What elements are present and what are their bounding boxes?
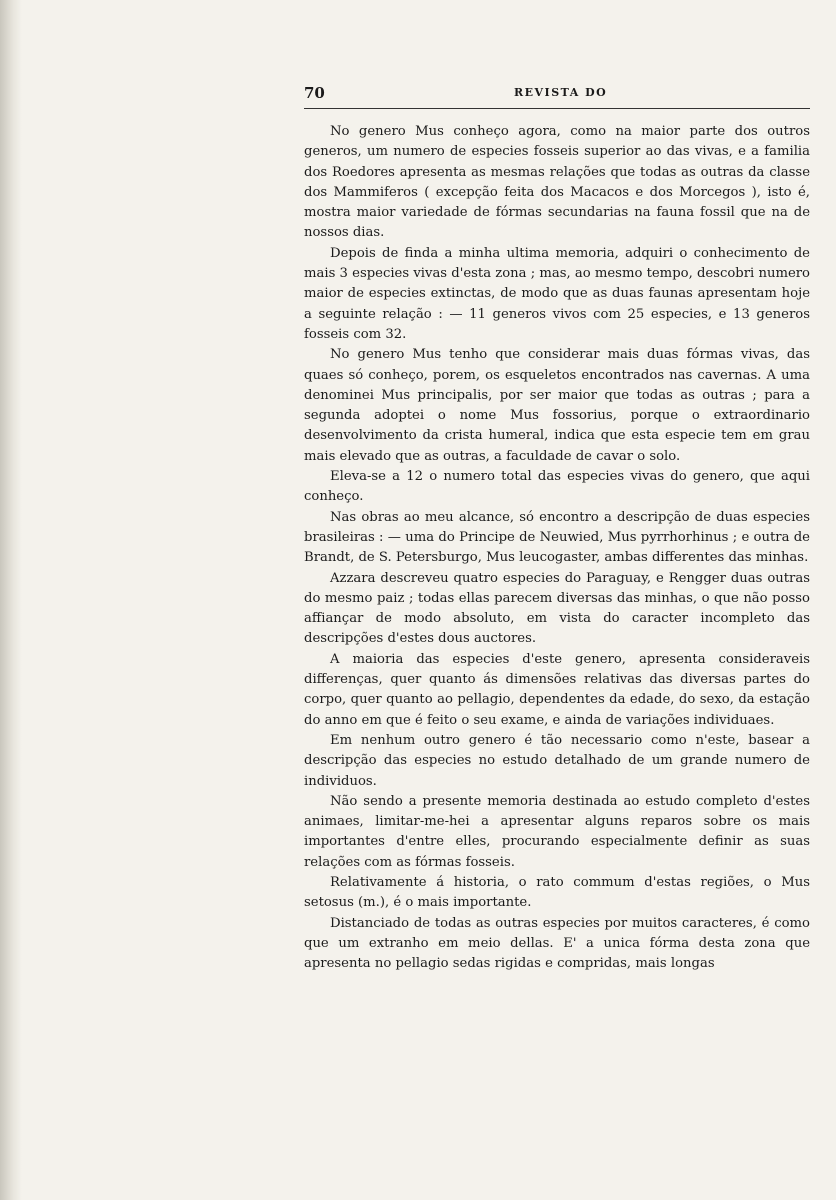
paragraph: No genero Mus tenho que considerar mais duas fórmas vivas, das quaes só conheço, porem, os esqueletos encontrados nas cavernas. A uma denominei Mus principalis, por ser maior que todas as outras ; para a segunda adoptei o nome Mus fossorius, porque o extraordinario desenvolvimento da crista humeral, indica que esta especie tem em grau mais elevado que as outras, a faculdade de cavar o solo.	[304, 347, 810, 464]
paragraph: A maioria das especies d'este genero, apresenta consideraveis differenças, quer quanto ás dimensões relativas das diversas partes do corpo, quer quanto ao pellagio, dependentes da edade, do sexo, da estação do anno em que é feito o seu exame, e ainda de variações individuaes.	[304, 651, 810, 728]
paragraph: Relativamente á historia, o rato commum d'estas regiões, o Mus setosus (m.), é o mais importante.	[304, 874, 810, 911]
header-rule	[304, 108, 810, 109]
page-header	[304, 84, 810, 106]
paragraph: Em nenhum outro genero é tão necessario como n'este, basear a descripção das especies no estudo detalhado de um grande numero de individuos.	[304, 732, 810, 789]
paragraph: Distanciado de todas as outras especies por muitos caracteres, é como que um extranho em meio dellas. E' a unica fórma desta zona que apresenta no pellagio sedas rigidas e compridas, mais longas	[304, 915, 810, 972]
paragraph: Nas obras ao meu alcance, só encontro a descripção de duas especies brasileiras : — uma do Principe de Neuwied, Mus pyrrhorhinus ; e outra de Brandt, de S. Petersburgo, Mus leucogaster, ambas differentes das minhas.	[304, 509, 810, 566]
paragraph: No genero Mus conheço agora, como na maior parte dos outros generos, um numero de especies fosseis superior ao das vivas, e a familia dos Roedores apresenta as mesmas relações que todas as outras da classe dos Mammiferos ( excepção feita dos Macacos e dos Morcegos ), isto é, mostra maior variedade de fórmas secundarias na fauna fossil que na de nossos dias.	[304, 124, 810, 241]
page-number: 70	[304, 84, 325, 102]
paragraph: Azzara descreveu quatro especies do Paraguay, e Rengger duas outras do mesmo paiz ; todas ellas parecem diversas das minhas, o que não posso affiançar de modo absoluto, em vista do caracter incompleto das descripções d'estes dous auctores.	[304, 570, 810, 647]
body-text	[304, 122, 810, 974]
paragraph: Não sendo a presente memoria destinada ao estudo completo d'estes animaes, limitar-me-hei a apresentar alguns reparos sobre os mais importantes d'entre elles, procurando especialmente definir as suas relações com as fórmas fosseis.	[304, 793, 810, 870]
running-title: REVISTA DO	[514, 86, 608, 99]
paragraph: Depois de finda a minha ultima memoria, adquiri o conhecimento de mais 3 especies vivas d'esta zona ; mas, ao mesmo tempo, descobri numero maior de especies extinctas, de modo que as duas faunas apresentam hoje a seguinte relação : — 11 generos vivos com 25 especies, e 13 generos fosseis com 32.	[304, 245, 810, 342]
page-binding-shadow	[0, 0, 22, 1200]
paragraph: Eleva-se a 12 o numero total das especies vivas do genero, que aqui conheço.	[304, 469, 810, 505]
